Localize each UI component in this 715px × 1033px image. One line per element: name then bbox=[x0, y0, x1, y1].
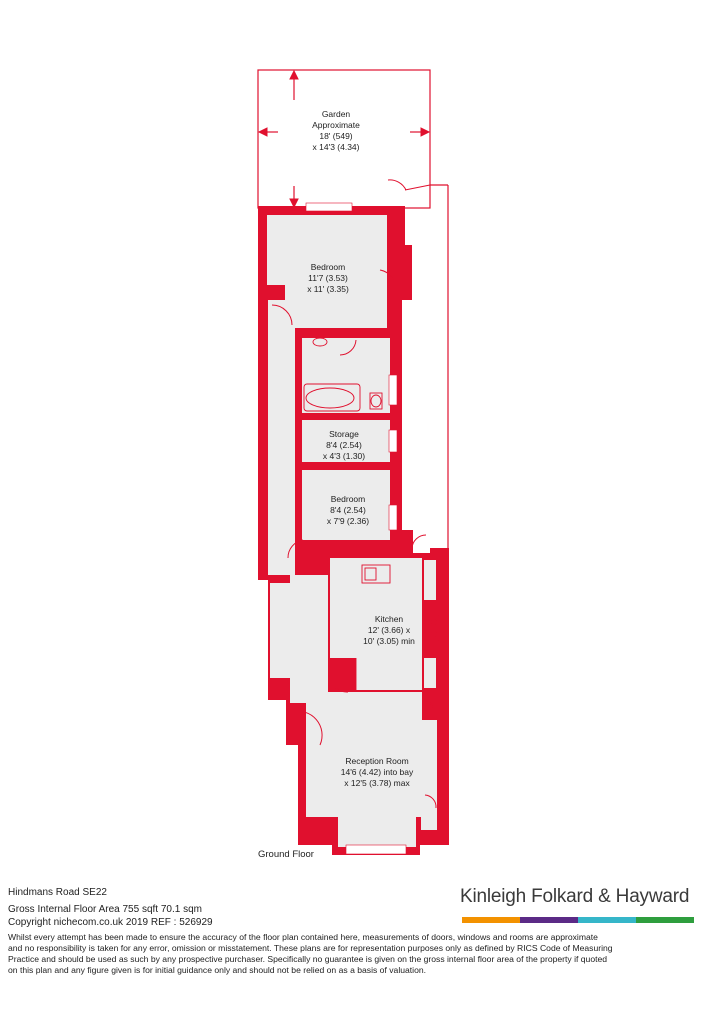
brand-bar-segment bbox=[636, 917, 694, 923]
garden-door-icon bbox=[388, 180, 406, 190]
floor-label: Ground Floor bbox=[258, 849, 314, 860]
svg-text:14'6 (4.42) into bay: 14'6 (4.42) into bay bbox=[340, 767, 414, 777]
svg-text:Bedroom: Bedroom bbox=[330, 494, 366, 504]
brand-bar-segment bbox=[578, 917, 636, 923]
svg-text:x 12'5 (3.78) max: x 12'5 (3.78) max bbox=[344, 778, 410, 788]
brand-color-bar bbox=[462, 917, 694, 923]
svg-text:10' (3.05) min: 10' (3.05) min bbox=[363, 636, 415, 646]
svg-text:x 11' (3.35): x 11' (3.35) bbox=[307, 284, 349, 294]
room-label-garden bbox=[312, 109, 360, 152]
svg-text:x 4'3 (1.30): x 4'3 (1.30) bbox=[322, 451, 366, 461]
svg-text:11'7 (3.53): 11'7 (3.53) bbox=[308, 273, 348, 283]
svg-text:x 7'9 (2.36): x 7'9 (2.36) bbox=[326, 516, 370, 526]
copyright: Copyright nichecom.co.uk 2019 REF : 526929 bbox=[8, 917, 213, 928]
svg-text:Kitchen: Kitchen bbox=[374, 614, 404, 624]
room-label-bedroom-2 bbox=[327, 494, 369, 526]
room-label-bedroom-1 bbox=[307, 262, 349, 294]
property-address: Hindmans Road SE22 bbox=[8, 887, 107, 898]
svg-text:Storage: Storage bbox=[329, 429, 359, 439]
brand-name: Kinleigh Folkard & Hayward bbox=[460, 886, 690, 907]
room-label-reception bbox=[341, 756, 414, 788]
disclaimer-line: Practice and should be used as such by any prospective purchaser. Specifically no guarantee is given on the gross internal floor area of the property if quoted bbox=[8, 954, 608, 964]
brand-bar-segment bbox=[520, 917, 578, 923]
svg-text:8'4 (2.54): 8'4 (2.54) bbox=[326, 440, 362, 450]
svg-text:Reception Room: Reception Room bbox=[345, 756, 409, 766]
disclaimer-line: on this plan and any figure given is for initial guidance only and should not be relied on as a basis of valuation. bbox=[8, 965, 427, 975]
svg-text:Bedroom: Bedroom bbox=[310, 262, 346, 272]
disclaimer-line: and no responsibility is taken for any error, omission or misstatement. These plans are for representation purposes only as defined by RICS Code of Measuring bbox=[8, 943, 613, 953]
brand-bar-segment bbox=[462, 917, 520, 923]
gross-floor-area: Gross Internal Floor Area 755 sqft 70.1 sqm bbox=[8, 904, 202, 915]
svg-text:8'4 (2.54): 8'4 (2.54) bbox=[330, 505, 366, 515]
svg-text:18' (549): 18' (549) bbox=[319, 131, 353, 141]
disclaimer-line: Whilst every attempt has been made to ensure the accuracy of the floor plan contained here, measurements of doors, windows and rooms are approximate bbox=[8, 932, 598, 942]
svg-text:x 14'3 (4.34): x 14'3 (4.34) bbox=[312, 142, 360, 152]
svg-text:Garden: Garden bbox=[321, 109, 351, 119]
svg-text:Approximate: Approximate bbox=[312, 120, 360, 130]
svg-text:12' (3.66) x: 12' (3.66) x bbox=[367, 625, 411, 635]
disclaimer bbox=[8, 932, 698, 976]
